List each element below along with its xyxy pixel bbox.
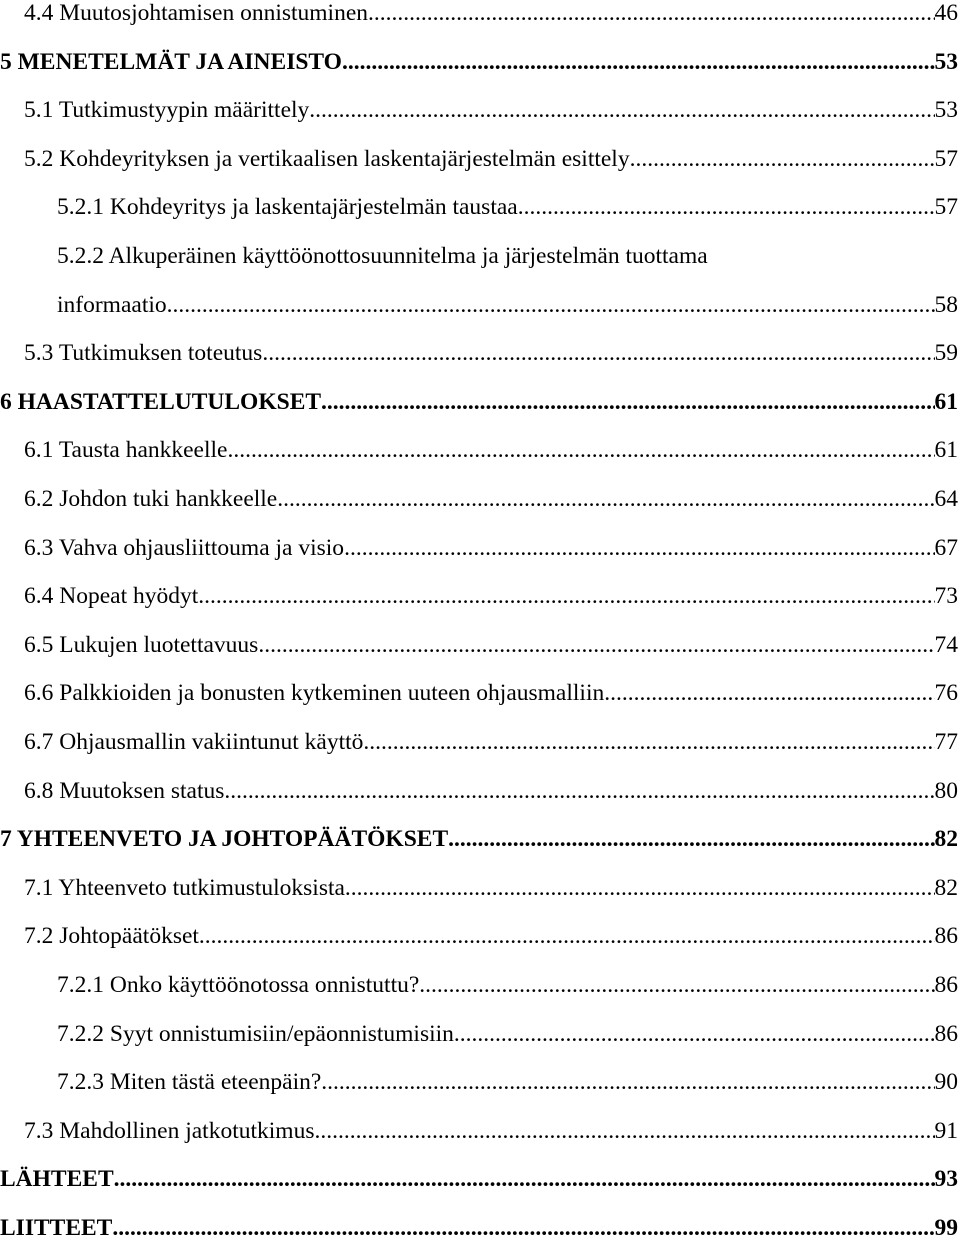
toc-entry-title: 7.2 Johtopäätökset (24, 923, 199, 950)
toc-entry[interactable] (0, 1159, 958, 1199)
toc-entry[interactable] (0, 187, 958, 227)
toc-dot-leader (258, 625, 934, 665)
toc-entry-page-number: 91 (934, 1117, 958, 1144)
toc-dot-leader (224, 771, 934, 811)
toc-entry[interactable] (0, 819, 958, 859)
toc-entry[interactable] (0, 673, 958, 713)
toc-entry[interactable] (0, 90, 958, 130)
toc-dot-leader (262, 333, 934, 373)
toc-entry[interactable] (0, 868, 958, 908)
toc-dot-leader (630, 139, 935, 179)
toc-entry[interactable] (0, 528, 958, 568)
toc-entry-page-number: 80 (934, 777, 958, 804)
toc-entry-page-number: 93 (934, 1166, 958, 1193)
toc-entry-page-number: 74 (934, 631, 958, 658)
toc-entry[interactable] (0, 1014, 958, 1054)
toc-entry[interactable] (0, 236, 958, 276)
toc-entry-page-number: 53 (934, 97, 958, 124)
toc-entry-title: 6 HAASTATTELUTULOKSET (0, 388, 322, 415)
toc-entry-page-number: 64 (934, 486, 958, 512)
toc-entry[interactable] (0, 1208, 958, 1248)
toc-entry[interactable] (0, 1062, 958, 1102)
toc-entry-title: 7 YHTEENVETO JA JOHTOPÄÄTÖKSET (0, 826, 449, 853)
toc-entry-title: 7.3 Mahdollinen jatkotutkimus (24, 1117, 315, 1144)
toc-entry-title: 6.5 Lukujen luotettavuus (24, 631, 259, 658)
toc-entry-page-number: 58 (934, 291, 958, 318)
toc-entry-page-number: 99 (934, 1215, 958, 1241)
toc-dot-leader (454, 1014, 935, 1054)
toc-dot-leader (112, 1208, 934, 1248)
toc-entry-page-number: 82 (934, 826, 958, 853)
toc-entry-title: 6.3 Vahva ohjausliittouma ja visio (24, 534, 345, 561)
toc-entry-title: 7.1 Yhteenveto tutkimustuloksista (24, 874, 345, 901)
toc-dot-leader (363, 722, 934, 762)
toc-entry[interactable] (0, 139, 958, 179)
toc-dot-leader (419, 965, 934, 1005)
toc-entry-page-number: 46 (934, 0, 958, 26)
toc-entry-title: 5.2 Kohdeyrityksen ja vertikaalisen laskentajärjestelmän esittely (24, 145, 630, 172)
toc-entry-title: LÄHTEET (0, 1166, 114, 1193)
toc-entry-title: 6.1 Tausta hankkeelle (24, 437, 228, 464)
toc-entry-title: 5.1 Tutkimustyypin määrittely (24, 97, 310, 124)
toc-entry-title: 7.2.2 Syyt onnistumisiin/epäonnistumisiin (57, 1020, 454, 1047)
toc-entry-page-number: 67 (934, 534, 958, 561)
toc-dot-leader (198, 576, 934, 616)
toc-entry-page-number: 53 (934, 48, 958, 75)
toc-entry-page-number: 61 (934, 437, 958, 464)
toc-entry-page-number: 57 (934, 145, 958, 172)
toc-entry-title: 6.4 Nopeat hyödyt (24, 583, 199, 610)
toc-entry-title: 5.3 Tutkimuksen toteutus (24, 340, 263, 367)
toc-dot-leader (321, 1062, 934, 1102)
toc-entry-page-number: 73 (934, 583, 958, 610)
toc-dot-leader (227, 430, 934, 470)
toc-dot-leader (314, 1111, 934, 1151)
toc-entry[interactable] (0, 285, 958, 325)
toc-entry-page-number: 86 (934, 972, 958, 998)
toc-entry[interactable] (0, 333, 958, 373)
toc-entry-page-number: 61 (934, 388, 958, 415)
toc-entry-title: 7.2.1 Onko käyttöönotossa onnistuttu? (57, 972, 420, 998)
toc-entry-title: 6.8 Muutoksen status (24, 777, 225, 804)
toc-dot-leader (604, 673, 934, 713)
toc-entry-title: 5.2.2 Alkuperäinen käyttöönottosuunnitelma ja järjestelmän tuottama (57, 243, 708, 269)
toc-entry-page-number: 86 (934, 923, 958, 950)
toc-dot-leader (277, 479, 934, 519)
toc-entry[interactable] (0, 771, 958, 811)
toc-dot-leader (342, 42, 935, 82)
toc-entry[interactable] (0, 479, 958, 519)
toc-entry-title: 6.7 Ohjausmallin vakiintunut käyttö (24, 729, 364, 755)
toc-dot-leader (518, 187, 935, 227)
toc-entry-page-number: 90 (934, 1069, 958, 1096)
toc-dot-leader (114, 1159, 935, 1199)
toc-entry-title: 6.6 Palkkioiden ja bonusten kytkeminen uuteen ohjausmalliin (24, 680, 605, 707)
toc-entry-title: LIITTEET (0, 1215, 113, 1241)
toc-entry[interactable] (0, 576, 958, 616)
toc-entry[interactable] (0, 965, 958, 1005)
toc-entry-page-number: 57 (934, 194, 958, 221)
toc-entry-title: 5.2.1 Kohdeyritys ja laskentajärjestelmän taustaa (57, 194, 518, 221)
toc-entry[interactable] (0, 916, 958, 956)
toc-entry-page-number: 77 (934, 729, 958, 755)
toc-entry-title: 4.4 Muutosjohtamisen onnistuminen (24, 0, 369, 26)
toc-entry[interactable] (0, 42, 958, 82)
toc-entry-page-number: 76 (934, 680, 958, 707)
toc-entry[interactable] (0, 430, 958, 470)
toc-entry-title: 7.2.3 Miten tästä eteenpäin? (57, 1069, 322, 1096)
toc-entry[interactable] (0, 625, 958, 665)
toc-dot-leader (368, 0, 934, 33)
toc-dot-leader (321, 382, 934, 422)
toc-dot-leader (309, 90, 934, 130)
toc-entry[interactable] (0, 1111, 958, 1151)
toc-dot-leader (167, 285, 935, 325)
toc-entry[interactable] (0, 0, 958, 33)
toc-entry-page-number: 86 (934, 1020, 958, 1047)
toc-entry-title: 6.2 Johdon tuki hankkeelle (24, 486, 278, 512)
toc-entry[interactable] (0, 382, 958, 422)
toc-dot-leader (199, 916, 935, 956)
toc-entry[interactable] (0, 722, 958, 762)
toc-entry-page-number: 82 (934, 874, 958, 901)
toc-entry-title: informaatio (57, 291, 167, 318)
toc-dot-leader (345, 868, 935, 908)
toc-entry-page-number: 59 (934, 340, 958, 367)
toc-dot-leader (344, 528, 934, 568)
toc-entry-title: 5 MENETELMÄT JA AINEISTO (0, 48, 342, 75)
toc-dot-leader (448, 819, 934, 859)
